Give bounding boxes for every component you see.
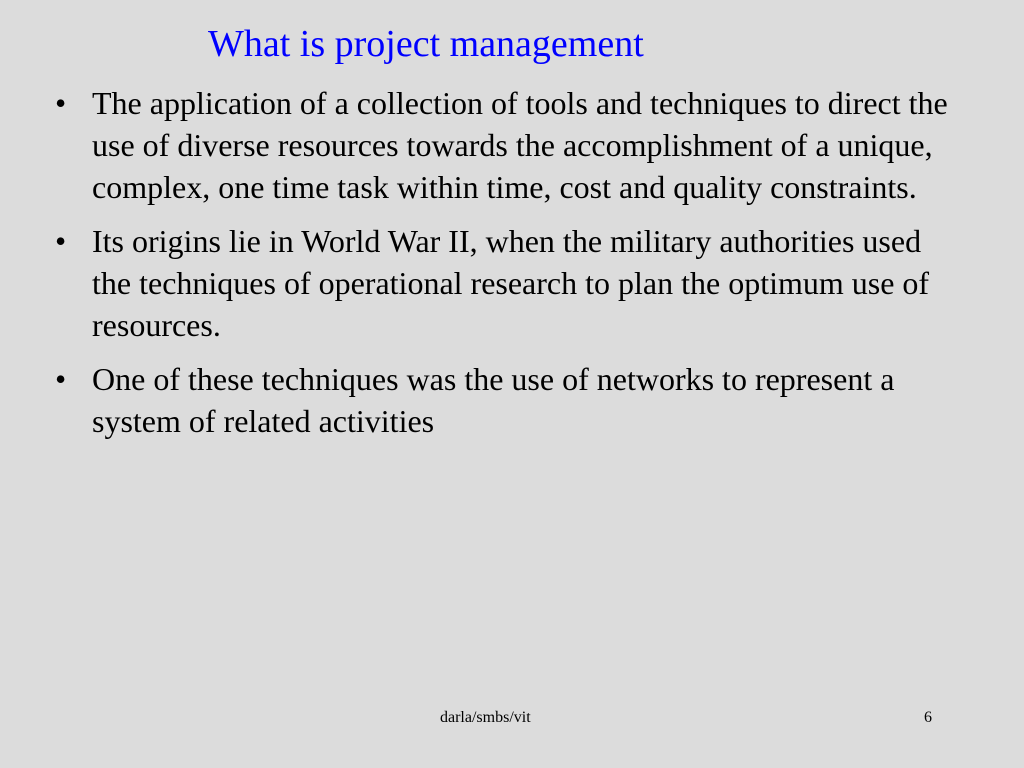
- slide-number: 6: [924, 709, 932, 726]
- bullet-item: [55, 82, 965, 208]
- bullet-text: The application of a collection of tools and techniques to direct the use of diverse resources towards the accomplishment of a unique, complex, one time task within time, cost and quality constraints.: [92, 85, 948, 205]
- bullet-icon: •: [55, 223, 67, 259]
- bullet-icon: •: [55, 361, 67, 397]
- slide-title: What is project management: [208, 23, 644, 65]
- bullet-item: [55, 358, 965, 442]
- bullet-list: [55, 82, 965, 454]
- bullet-item: [55, 220, 965, 346]
- bullet-icon: •: [55, 85, 67, 121]
- bullet-text: One of these techniques was the use of networks to represent a system of related activities: [92, 361, 895, 439]
- footer-author: darla/smbs/vit: [440, 709, 531, 726]
- bullet-text: Its origins lie in World War II, when the military authorities used the techniques of operational research to plan the optimum use of resources.: [92, 223, 930, 343]
